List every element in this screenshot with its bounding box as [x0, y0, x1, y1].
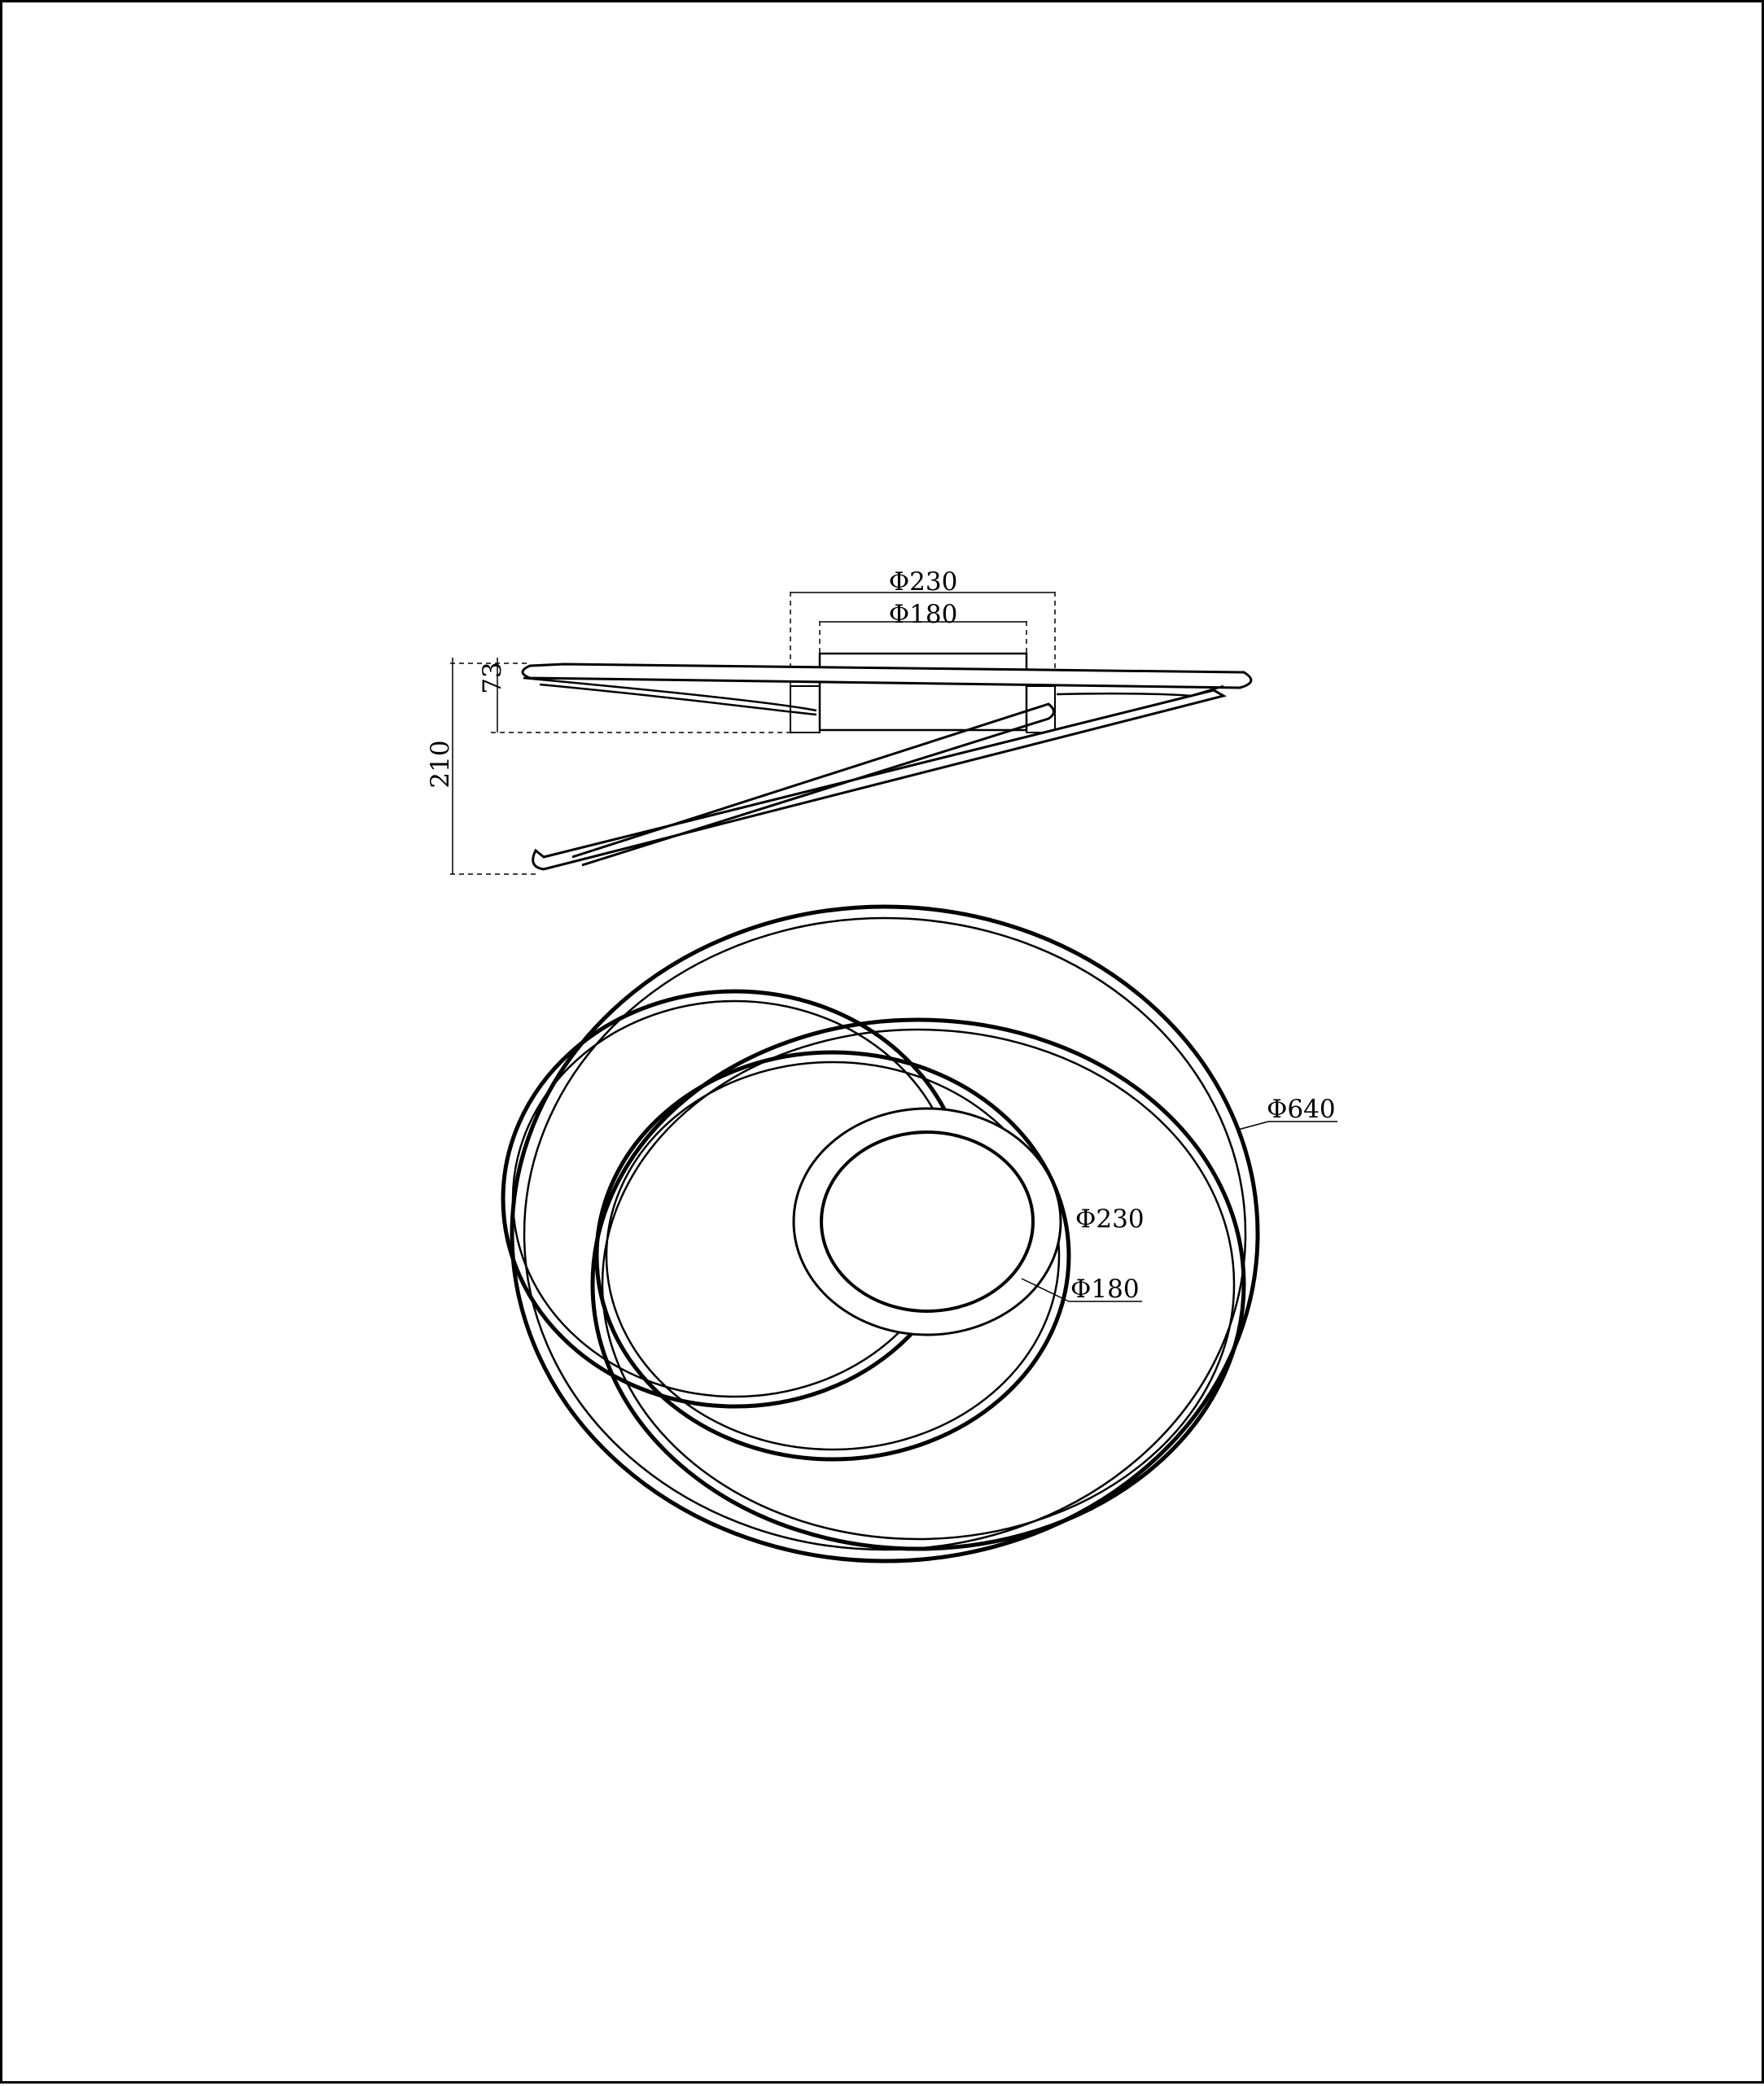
- canopy-base: [820, 654, 1026, 730]
- dim-label-180-side: Φ180: [888, 600, 958, 629]
- top-ring-underside-left: [523, 678, 816, 711]
- dim-label-180-top: Φ180: [1070, 1275, 1140, 1304]
- dim-label-640: Φ640: [1267, 1095, 1336, 1124]
- top-ring-underside-right: [1057, 693, 1191, 696]
- dim-label-210: 210: [426, 740, 455, 789]
- side-view: [426, 567, 1251, 874]
- dim-label-230-top: Φ230: [1075, 1205, 1145, 1234]
- top-view: [503, 907, 1337, 1561]
- technical-drawing: [2, 2, 1764, 2086]
- base-inner-180: [821, 1132, 1033, 1311]
- top-ring-underside-left-2: [540, 684, 816, 715]
- dim-label-73: 73: [478, 662, 507, 694]
- dim-label-230-side: Φ230: [888, 567, 958, 597]
- leader-640: [1238, 1122, 1268, 1130]
